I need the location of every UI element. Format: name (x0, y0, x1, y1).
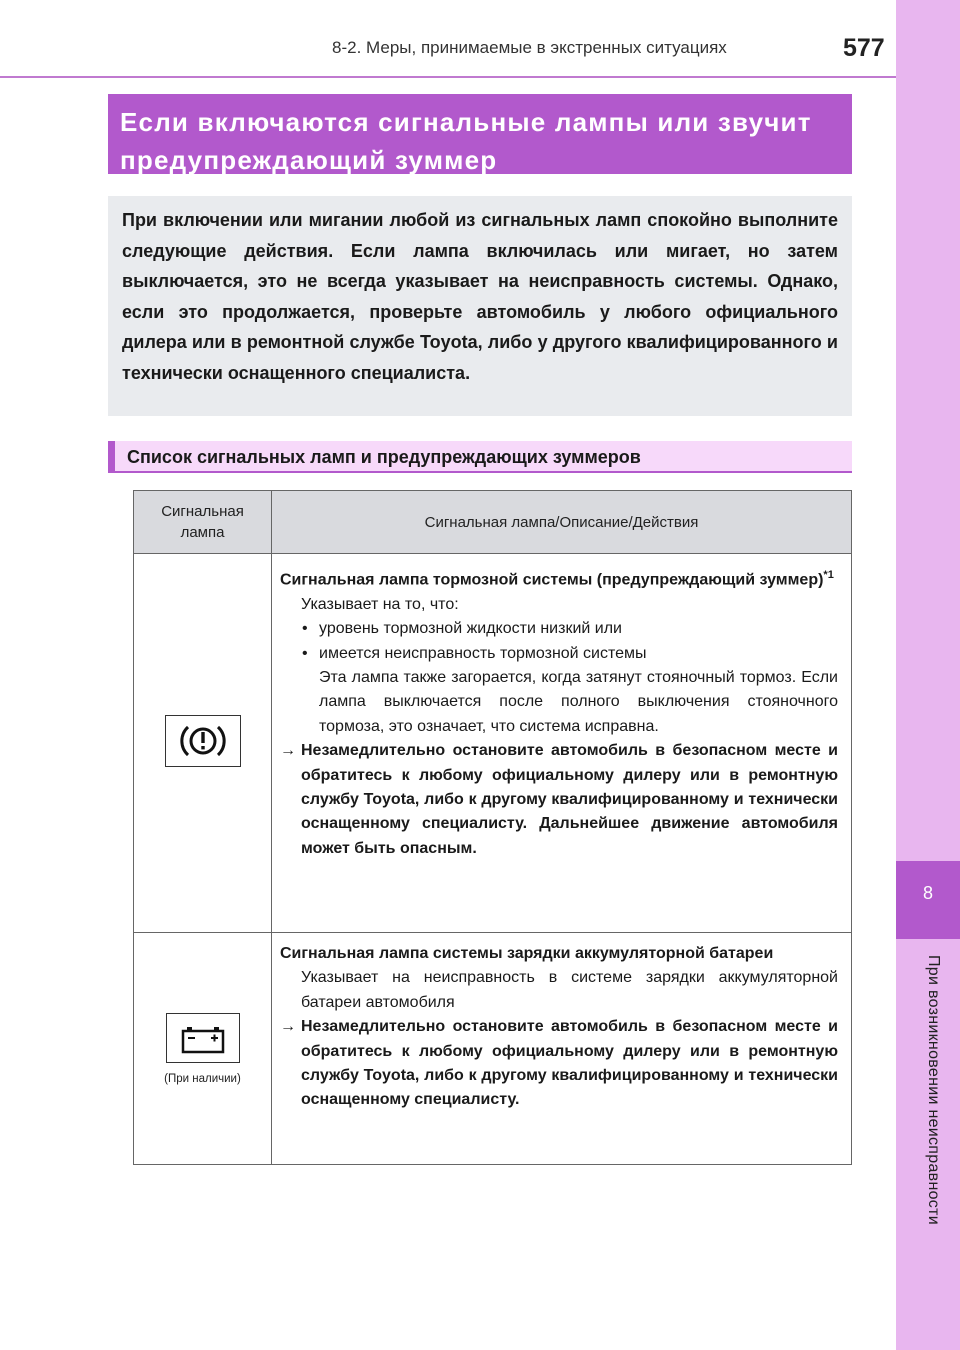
indicates-text: Указывает на то, что: (301, 595, 459, 613)
table-header-row (134, 491, 852, 554)
page-number: 577 (843, 34, 885, 62)
list-item-text: уровень тормозной жидкости низкий или (319, 620, 622, 638)
intro-text: При включении или мигании любой из сигнальных ламп спокойно выполните следующие действия. Если лампа включилась или мигает, но затем выключается, это не всегда указывает на неисправность системы. Однако, если это продолжается, проверьте автомобиль у любого официального дилера или в ремонтной службе Toyota, либо у другого квалифицированного и технически оснащенного специалиста. (122, 210, 838, 383)
header-rule (0, 76, 896, 78)
header-lamp (134, 491, 272, 554)
description-cell (272, 933, 852, 1165)
arrow-right-icon: → (280, 1018, 296, 1036)
brake-warning-icon (165, 715, 241, 767)
header-lamp-line2: лампа (180, 524, 225, 541)
description-cell (272, 554, 852, 933)
indicates-text: Указывает на неисправность в системе зарядки аккумуляторной батареи автомобиля (301, 969, 838, 1011)
main-heading-line1: Если включаются сигнальные лампы или звучит (120, 107, 812, 137)
lamp-cell (134, 554, 272, 933)
main-heading-line2: предупреждающий зуммер (120, 145, 498, 175)
action-text (280, 739, 838, 861)
action-text-content: Незамедлительно остановите автомобиль в безопасном месте и обратитесь к любому официальному дилеру или в ремонтную службу Toyota, либо к другому квалифицированному и технически оснащенному специалисту. (301, 1018, 838, 1109)
chapter-label: При возникновении неисправности (925, 955, 942, 1225)
list-heading-bar (108, 441, 115, 471)
section-title: 8-2. Меры, принимаемые в экстренных ситуациях (332, 38, 727, 57)
lamp-availability-note: (При наличии) (164, 1072, 241, 1085)
list-item: • имеется неисправность тормозной системы (302, 644, 647, 662)
lamp-title: Сигнальная лампа системы зарядки аккумуляторной батареи (280, 945, 774, 962)
lamp-cell (134, 933, 272, 1165)
battery-icon (166, 1013, 240, 1063)
action-text (280, 1015, 838, 1113)
intro-box (108, 196, 852, 416)
lamp-title-text: Сигнальная лампа тормозной системы (предупреждающий зуммер) (280, 571, 824, 589)
list-item-text: имеется неисправность тормозной системы (319, 644, 647, 662)
action-text-content: Незамедлительно остановите автомобиль в безопасном месте и обратитесь к любому официальному дилеру или в ремонтную службу Toyota, либо к другому квалифицированному и технически оснащенному специалисту. Дальнейшее движение автомобиля может быть опасным. (301, 742, 838, 857)
main-heading (108, 94, 852, 174)
header-description: Сигнальная лампа/Описание/Действия (272, 491, 852, 554)
list-heading (108, 441, 852, 473)
lamp-title (280, 563, 838, 593)
list-item: • уровень тормозной жидкости низкий или (302, 620, 622, 638)
chapter-number: 8 (922, 883, 933, 903)
chapter-number-box (896, 861, 960, 939)
table-row (134, 933, 852, 1165)
table-row (134, 554, 852, 933)
footnote-ref: *1 (823, 569, 834, 581)
arrow-right-icon: → (280, 742, 296, 760)
bullet-note: Эта лампа также загорается, когда затянут стояночный тормоз. Если лампа выключается после полного выключения стояночного тормоза, это означает, что система исправна. (319, 668, 838, 735)
list-heading-text: Список сигнальных ламп и предупреждающих зуммеров (127, 447, 641, 467)
header-lamp-line1: Сигнальная (161, 503, 244, 520)
warning-lamp-table (133, 490, 852, 1165)
